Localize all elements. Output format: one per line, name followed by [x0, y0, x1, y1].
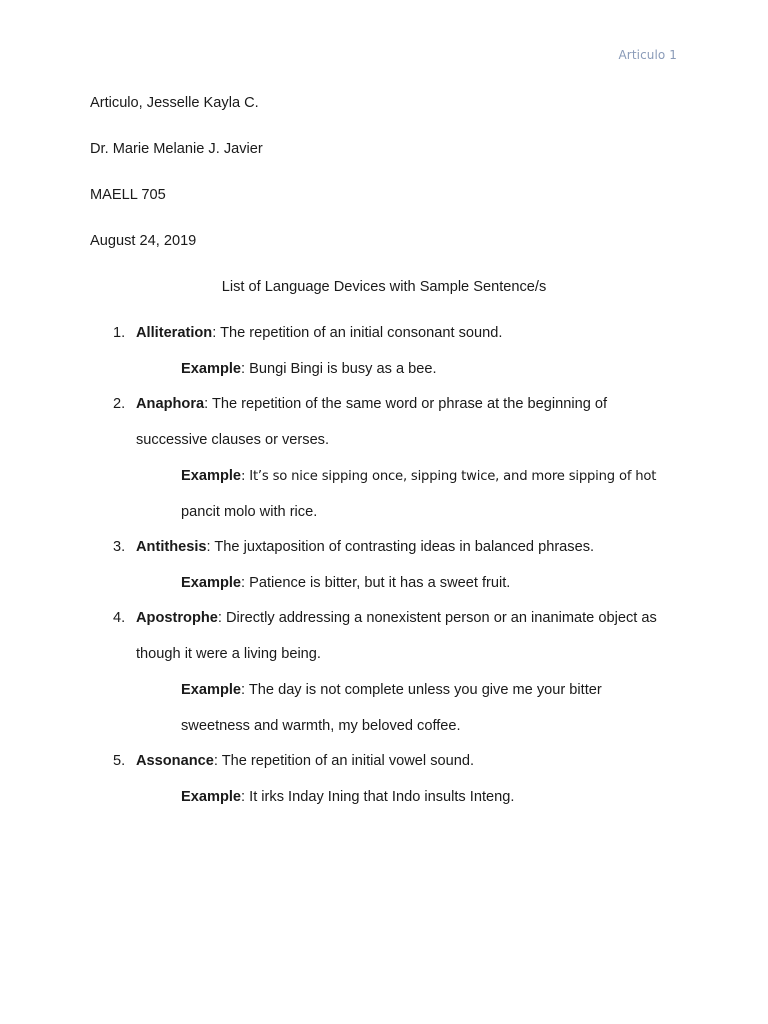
- example-line: [181, 788, 514, 806]
- list-number: 1.: [113, 325, 126, 341]
- example-text: : It’s so nice sipping once, sipping twice, and more sipping of hot: [241, 469, 657, 484]
- example-label: Example: [181, 468, 242, 484]
- example-text: : The day is not complete unless you give me your bitter: [241, 682, 602, 698]
- device-term: Apostrophe: [136, 610, 218, 626]
- device-term: Alliteration: [136, 325, 213, 341]
- list-number: 3.: [113, 539, 126, 555]
- document-title: List of Language Devices with Sample Sentence/s: [221, 279, 547, 295]
- example-continuation: pancit molo with rice.: [181, 504, 318, 520]
- definition-line: [136, 752, 474, 770]
- definition-line: [136, 609, 657, 627]
- definition-line: [136, 538, 594, 556]
- example-line: [181, 467, 656, 486]
- example-label: Example: [181, 682, 242, 698]
- definition-continuation: though it were a living being.: [136, 646, 321, 662]
- definition-line: [136, 395, 607, 413]
- example-line: [181, 574, 510, 592]
- example-label: Example: [181, 361, 242, 377]
- list-number: 2.: [113, 396, 126, 412]
- example-label: Example: [181, 575, 242, 591]
- example-text: : Bungi Bingi is busy as a bee.: [241, 361, 437, 377]
- device-term: Antithesis: [136, 539, 207, 555]
- definition-text: : The repetition of an initial vowel sound.: [213, 753, 475, 769]
- list-number: 5.: [113, 753, 126, 769]
- example-line: [181, 360, 437, 378]
- device-term: Assonance: [136, 753, 214, 769]
- example-line: [181, 681, 602, 699]
- document-date: August 24, 2019: [90, 233, 197, 249]
- example-label: Example: [181, 789, 242, 805]
- definition-continuation: successive clauses or verses.: [136, 432, 330, 448]
- course-code: MAELL 705: [90, 187, 166, 203]
- definition-text: : Directly addressing a nonexistent person or an inanimate object as: [217, 610, 657, 626]
- example-text: : It irks Inday Ining that Indo insults Inteng.: [241, 789, 515, 805]
- running-header-page-number: Articulo 1: [618, 48, 677, 62]
- list-number: 4.: [113, 610, 126, 626]
- device-term: Anaphora: [136, 396, 205, 412]
- definition-text: : The repetition of the same word or phrase at the beginning of: [204, 396, 608, 412]
- definition-line: [136, 324, 502, 342]
- definition-text: : The repetition of an initial consonant sound.: [212, 325, 503, 341]
- author-name: Articulo, Jesselle Kayla C.: [90, 95, 259, 111]
- definition-text: : The juxtaposition of contrasting ideas in balanced phrases.: [206, 539, 595, 555]
- example-text: : Patience is bitter, but it has a sweet fruit.: [241, 575, 511, 591]
- example-continuation: sweetness and warmth, my beloved coffee.: [181, 718, 461, 734]
- instructor-name: Dr. Marie Melanie J. Javier: [90, 141, 263, 157]
